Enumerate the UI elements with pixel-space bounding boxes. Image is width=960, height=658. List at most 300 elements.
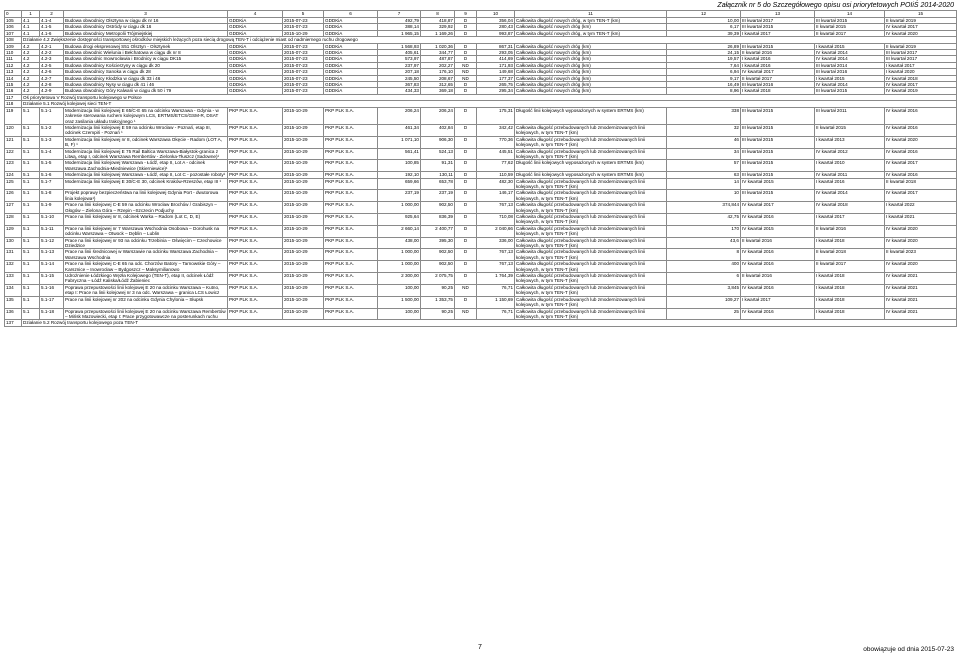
- project-title-cell: Modernizacja linii kolejowej E 59 na odcinku Wrocław - Poznań, etap III, odcinek Czempiń - Poznań ¹: [64, 124, 228, 136]
- indicator-name-cell: Całkowita długość przebudowanych lub zmodernizowanych linii kolejowych, w tym TEN-T (km): [515, 190, 667, 202]
- start-date-cell: I kwartał 2018: [815, 284, 885, 296]
- eu-funding-cell: 177,37: [477, 75, 515, 81]
- total-cost-cell: 388,14: [378, 24, 421, 30]
- eu-funding-cell: 767,13: [477, 249, 515, 261]
- indicator-value-cell: 10,00: [667, 18, 741, 24]
- measure-cell: 4.2: [22, 69, 40, 75]
- project-id-cell: 5.1-3: [40, 136, 64, 148]
- total-cost-cell: 2 300,00: [378, 273, 421, 285]
- eligible-cost-cell: 237,19: [421, 190, 455, 202]
- indicator-name-cell: Całkowita długość nowych dróg (km): [515, 75, 667, 81]
- indicator-name-cell: Długość linii kolejowych wyposażonych w system ERTMS (km): [515, 172, 667, 178]
- row-number-cell: 132: [5, 261, 22, 273]
- project-id-cell: 5.1-17: [40, 296, 64, 308]
- indicator-name-cell: Całkowita długość przebudowanych lub zmodernizowanych linii kolejowych, w tym TEN-T (km): [515, 124, 667, 136]
- entry-date-cell: 2015-10-29: [283, 178, 324, 190]
- eligible-cost-cell: 2 400,77: [421, 225, 455, 237]
- indicator-name-cell: Całkowita długość przebudowanych lub zmodernizowanych linii kolejowych, w tym TEN-T (km): [515, 237, 667, 249]
- entry-date-cell: 2015-10-29: [283, 202, 324, 214]
- end-date-cell: II kwartał 2023: [885, 249, 957, 261]
- entry-date-cell: 2015-10-29: [283, 273, 324, 285]
- start-date-cell: I kwartał 2018: [815, 237, 885, 249]
- end-date-cell: IV kwartał 2021: [885, 308, 957, 320]
- project-title-cell: Modernizacja linii kolejowej Warszawa - Łódź, etap II, Lot A - odcinek Warszawa Zachodnia-Miedniewice (Skierniewice)¹: [64, 160, 228, 172]
- measure-cell: 5.1: [22, 136, 40, 148]
- application-date-cell: I kwartał 2016: [741, 56, 815, 62]
- project-id-cell: 4.2-1: [40, 43, 64, 49]
- end-date-cell: IV kwartał 2017: [885, 160, 957, 172]
- eligible-cost-cell: 902,50: [421, 249, 455, 261]
- indicator-name-cell: Całkowita długość nowych dróg (km): [515, 50, 667, 56]
- project-id-cell: 5.1-16: [40, 284, 64, 296]
- measure-cell: 5.1: [22, 202, 40, 214]
- total-cost-cell: 245,50: [378, 75, 421, 81]
- eu-funding-cell: 2 040,66: [477, 225, 515, 237]
- indicator-value-cell: 8: [667, 249, 741, 261]
- total-cost-cell: 367,83: [378, 82, 421, 88]
- project-title-cell: Modernizacja linii kolejowej nr 8, odcinek Warszawa Okęcie - Radom (LOT A, B, F) ¹: [64, 136, 228, 148]
- state-aid-cell: D: [455, 24, 477, 30]
- total-cost-cell: 192,10: [378, 172, 421, 178]
- project-id-cell: 5.1-9: [40, 202, 64, 214]
- end-date-cell: IV kwartał 2016: [885, 148, 957, 160]
- table-row: [5, 178, 957, 190]
- indicator-name-cell: Całkowita długość przebudowanych lub zmodernizowanych linii kolejowych, w tym TEN-T (km): [515, 136, 667, 148]
- project-title-cell: Budowa obwodnicy Kościerzyny w ciągu dk 20: [64, 62, 228, 68]
- state-aid-cell: D: [455, 82, 477, 88]
- table-row: [5, 261, 957, 273]
- indicator-value-cell: 57: [667, 160, 741, 172]
- eligible-cost-cell: 836,39: [421, 214, 455, 226]
- beneficiary-cell: PKP PLK S.A.: [228, 249, 283, 261]
- indicator-value-cell: 32: [667, 124, 741, 136]
- indicator-name-cell: Całkowita długość przebudowanych lub zmodernizowanych linii kolejowych, w tym TEN-T (km): [515, 202, 667, 214]
- beneficiary-cell: PKP PLK S.A.: [228, 225, 283, 237]
- eu-funding-cell: 280,43: [477, 24, 515, 30]
- table-row: [5, 284, 957, 296]
- institution-cell: GDDKiA: [324, 24, 378, 30]
- table-row: [5, 148, 957, 160]
- eu-funding-cell: 1 764,39: [477, 273, 515, 285]
- indicator-name-cell: Całkowita długość przebudowanych lub zmodernizowanych linii kolejowych, w tym TEN-T (km): [515, 225, 667, 237]
- start-date-cell: I kwartał 2017: [815, 214, 885, 226]
- column-number-3: 3: [64, 11, 228, 18]
- application-date-cell: II kwartał 2016: [741, 237, 815, 249]
- table-body: [5, 11, 957, 327]
- entry-date-cell: 2015-07-23: [283, 18, 324, 24]
- row-number-cell: 128: [5, 214, 22, 226]
- project-id-cell: 5.1-15: [40, 273, 64, 285]
- indicator-value-cell: 7,64: [667, 62, 741, 68]
- project-title-cell: Budowa drogi ekspresowej S51 Olsztyn - Olsztynek: [64, 43, 228, 49]
- measure-cell: 5.1: [22, 273, 40, 285]
- project-title-cell: Modernizacja linii kolejowej E 65/C-E 65 na odcinku Warszawa - Gdynia - w zakresie sterowania ruchem kolejowym LCS, ERTMS/ETCS/GSM-R, DSAT oraz zasilania układu trakcyjnego ¹: [64, 107, 228, 124]
- end-date-cell: III kwartał 2017: [885, 50, 957, 56]
- application-date-cell: I kwartał 2017: [741, 296, 815, 308]
- project-id-cell: 5.1-14: [40, 261, 64, 273]
- institution-cell: PKP PLK S.A.: [324, 237, 378, 249]
- row-number-cell: 122: [5, 148, 22, 160]
- application-date-cell: III kwartał 2015: [741, 24, 815, 30]
- eligible-cost-cell: 906,30: [421, 136, 455, 148]
- beneficiary-cell: PKP PLK S.A.: [228, 124, 283, 136]
- project-title-cell: Poprawa przepustowości linii kolejowej E 20 na odcinku Warszawa – Kutno, etap I: Prace na linii kolejowej nr 3 na odc. Warszawa – granica LCS Łowicz: [64, 284, 228, 296]
- start-date-cell: II kwartał 2017: [815, 261, 885, 273]
- indicator-value-cell: 400: [667, 261, 741, 273]
- indicator-value-cell: 24,15: [667, 50, 741, 56]
- application-date-cell: III kwartał 2016: [741, 82, 815, 88]
- start-date-cell: I kwartał 2018: [815, 308, 885, 320]
- row-number-cell: 125: [5, 178, 22, 190]
- start-date-cell: I kwartał 2013: [815, 136, 885, 148]
- project-id-cell: 4.1-4: [40, 18, 64, 24]
- total-cost-cell: 659,66: [378, 178, 421, 190]
- row-number-cell: 129: [5, 225, 22, 237]
- indicator-value-cell: 6: [667, 273, 741, 285]
- institution-cell: GDDKiA: [324, 88, 378, 94]
- eu-funding-cell: 1 150,69: [477, 296, 515, 308]
- total-cost-cell: 237,97: [378, 62, 421, 68]
- project-title-cell: Budowa obwodnicy Metropolii Trójmiejskiej: [64, 30, 228, 36]
- institution-cell: GDDKiA: [324, 62, 378, 68]
- row-number-cell: 119: [5, 107, 22, 124]
- beneficiary-cell: GDDKiA: [228, 69, 283, 75]
- start-date-cell: IV kwartał 2011: [815, 172, 885, 178]
- project-id-cell: 5.1-8: [40, 190, 64, 202]
- indicator-value-cell: 6,17: [667, 24, 741, 30]
- row-number: 117: [5, 94, 22, 100]
- measure-cell: 4.2: [22, 43, 40, 49]
- eu-funding-cell: 146,17: [477, 190, 515, 202]
- measure-cell: 4.2: [22, 75, 40, 81]
- application-date-cell: I kwartał 2017: [741, 30, 815, 36]
- application-date-cell: III kwartał 2015: [741, 172, 815, 178]
- table-row: [5, 124, 957, 136]
- beneficiary-cell: GDDKiA: [228, 50, 283, 56]
- project-id-cell: 4.2-9: [40, 88, 64, 94]
- indicator-value-cell: 6,94: [667, 69, 741, 75]
- application-date-cell: III kwartał 2015: [741, 124, 815, 136]
- row-number-cell: 134: [5, 284, 22, 296]
- column-number-row: [5, 11, 957, 18]
- beneficiary-cell: PKP PLK S.A.: [228, 178, 283, 190]
- eu-funding-cell: 770,36: [477, 136, 515, 148]
- entry-date-cell: 2015-10-29: [283, 30, 324, 36]
- eligible-cost-cell: 402,84: [421, 124, 455, 136]
- start-date-cell: I kwartał 2016: [815, 178, 885, 190]
- application-date-cell: IV kwartał 2017: [741, 69, 815, 75]
- row-number: 137: [5, 320, 22, 326]
- end-date-cell: IV kwartał 2017: [885, 82, 957, 88]
- institution-cell: GDDKiA: [324, 56, 378, 62]
- project-title-cell: Budowa obwodnicy Olsztyna w ciągu dk nr 16: [64, 18, 228, 24]
- column-number-6: 6: [324, 11, 378, 18]
- application-date-cell: IV kwartał 2016: [741, 249, 815, 261]
- table-row: [5, 296, 957, 308]
- indicator-name-cell: Całkowita długość nowych dróg (km): [515, 62, 667, 68]
- start-date-cell: I kwartał 2018: [815, 296, 885, 308]
- indicator-value-cell: 16,49: [667, 82, 741, 88]
- entry-date-cell: 2015-10-29: [283, 296, 324, 308]
- indicator-name-cell: Całkowita długość nowych dróg, w tym TEN-T (km): [515, 18, 667, 24]
- eligible-cost-cell: 91,31: [421, 160, 455, 172]
- institution-cell: PKP PLK S.A.: [324, 214, 378, 226]
- beneficiary-cell: GDDKiA: [228, 56, 283, 62]
- measure-cell: 4.1: [22, 30, 40, 36]
- eligible-cost-cell: 524,13: [421, 148, 455, 160]
- column-number-7: 7: [378, 11, 421, 18]
- end-date-cell: IV kwartał 2020: [885, 225, 957, 237]
- indicator-name-cell: Długość linii kolejowych wyposażonych w system ERTMS (km): [515, 107, 667, 124]
- entry-date-cell: 2015-07-23: [283, 88, 324, 94]
- eligible-cost-cell: 902,50: [421, 202, 455, 214]
- indicator-value-cell: 34: [667, 148, 741, 160]
- project-list-table: [4, 10, 957, 327]
- project-id-cell: 5.1-10: [40, 214, 64, 226]
- measure-cell: 5.1: [22, 107, 40, 124]
- entry-date-cell: 2015-10-29: [283, 261, 324, 273]
- institution-cell: PKP PLK S.A.: [324, 308, 378, 320]
- indicator-name-cell: Całkowita długość przebudowanych lub zmodernizowanych linii kolejowych, w tym TEN-T (km): [515, 284, 667, 296]
- entry-date-cell: 2015-10-29: [283, 107, 324, 124]
- application-date-cell: III kwartał 2015: [741, 107, 815, 124]
- beneficiary-cell: GDDKiA: [228, 88, 283, 94]
- eu-funding-cell: 767,13: [477, 261, 515, 273]
- project-id-cell: 5.1-1: [40, 107, 64, 124]
- measure-cell: 4.2: [22, 50, 40, 56]
- application-date-cell: IV kwartał 2016: [741, 261, 815, 273]
- project-title-cell: Budowa obwodnicy Ostródy w ciągu dk 16: [64, 24, 228, 30]
- footer-effective-date: obowiązuje od dnia 2015-07-23: [863, 646, 954, 653]
- page-number: 7: [478, 644, 482, 651]
- indicator-value-cell: 374,844: [667, 202, 741, 214]
- start-date-cell: I kwartał 2015: [815, 75, 885, 81]
- eligible-cost-cell: 1 020,36: [421, 43, 455, 49]
- table-row: [5, 308, 957, 320]
- beneficiary-cell: GDDKiA: [228, 82, 283, 88]
- state-aid-cell: ND: [455, 75, 477, 81]
- row-number-cell: 136: [5, 308, 22, 320]
- project-title-cell: Prace na linii średnicowej w Warszawie na odcinku Warszawa Zachodnia – Warszawa Wschodnia: [64, 249, 228, 261]
- beneficiary-cell: PKP PLK S.A.: [228, 148, 283, 160]
- project-title-cell: Projekt poprawy bezpieczeństwa na linii kolejowej Gdynia Port - dwutorowa linia kolejowa¹): [64, 190, 228, 202]
- eligible-cost-cell: 1 169,26: [421, 30, 455, 36]
- table-row: [5, 214, 957, 226]
- end-date-cell: IV kwartał 2016: [885, 107, 957, 124]
- project-id-cell: 4.2-5: [40, 62, 64, 68]
- row-number-cell: 121: [5, 136, 22, 148]
- state-aid-cell: D: [455, 56, 477, 62]
- end-date-cell: IV kwartał 2020: [885, 237, 957, 249]
- institution-cell: PKP PLK S.A.: [324, 284, 378, 296]
- state-aid-cell: D: [455, 124, 477, 136]
- indicator-value-cell: 10: [667, 190, 741, 202]
- application-date-cell: III kwartał 2015: [741, 136, 815, 148]
- project-title-cell: Prace na linii kolejowej nr 8, odcinek Warka – Radom (Lot C, D, E): [64, 214, 228, 226]
- row-number-cell: 123: [5, 160, 22, 172]
- entry-date-cell: 2015-10-29: [283, 172, 324, 178]
- application-date-cell: IV kwartał 2016: [741, 214, 815, 226]
- institution-cell: GDDKiA: [324, 18, 378, 24]
- eligible-cost-cell: 653,78: [421, 178, 455, 190]
- indicator-value-cell: 25: [667, 308, 741, 320]
- section-title: Działanie 4.2 Zwiększenie dostępności transportowej ośrodków miejskich leżących poza siecią drogową TEN-T i odciążenie miast od nadmiernego ruchu drogowego: [22, 37, 957, 43]
- end-date-cell: III kwartał 2017: [885, 56, 957, 62]
- start-date-cell: IV kwartał 2014: [815, 190, 885, 202]
- row-number-cell: 133: [5, 273, 22, 285]
- eu-funding-cell: 993,87: [477, 30, 515, 36]
- institution-cell: PKP PLK S.A.: [324, 273, 378, 285]
- state-aid-cell: D: [455, 214, 477, 226]
- row-number-cell: 116: [5, 88, 22, 94]
- beneficiary-cell: GDDKiA: [228, 24, 283, 30]
- institution-cell: GDDKiA: [324, 30, 378, 36]
- entry-date-cell: 2015-07-23: [283, 75, 324, 81]
- measure-cell: 5.1: [22, 124, 40, 136]
- indicator-name-cell: Całkowita długość nowych dróg (km): [515, 82, 667, 88]
- project-title-cell: Modernizacja linii kolejowej E 75 Rail Baltica Warszawa-Białystok-granica z Litwą, etap I, odcinek Warszawa Rembertów - Zielonka-Tłuszcz (Sadowne)¹: [64, 148, 228, 160]
- entry-date-cell: 2015-10-29: [283, 225, 324, 237]
- project-title-cell: Poprawa przepustowości linii kolejowej E 20 na odcinku Warszawa Rembertów – Mińsk Mazowiecki, etap I: Prace przygotowawcze na posterunkach ruchu: [65, 308, 226, 319]
- project-title-cell: Budowa obwodnic Wielunia i Bełchatowa w ciągu dk nr 8: [64, 50, 228, 56]
- indicator-value-cell: 170: [667, 225, 741, 237]
- indicator-name-cell: Całkowita długość przebudowanych lub zmodernizowanych linii kolejowych, w tym TEN-T (km): [515, 148, 667, 160]
- start-date-cell: II kwartał 2017: [815, 30, 885, 36]
- row-number-cell: 113: [5, 69, 22, 75]
- institution-cell: PKP PLK S.A.: [324, 124, 378, 136]
- indicator-value-cell: 39,39: [667, 30, 741, 36]
- beneficiary-cell: GDDKiA: [228, 75, 283, 81]
- beneficiary-cell: PKP PLK S.A.: [228, 202, 283, 214]
- institution-cell: PKP PLK S.A.: [324, 202, 378, 214]
- institution-cell: PKP PLK S.A.: [324, 249, 378, 261]
- end-date-cell: IV kwartał 2016: [885, 172, 957, 178]
- start-date-cell: I kwartał 2010: [815, 160, 885, 172]
- state-aid-cell: ND: [455, 69, 477, 75]
- project-title-cell: Budowa obwodnicy Kłodzka w ciągu dk 33 i 46: [64, 75, 228, 81]
- end-date-cell: II kwartał 2019: [885, 18, 957, 24]
- column-number-15: 15: [885, 11, 957, 18]
- total-cost-cell: 100,00: [378, 284, 421, 296]
- beneficiary-cell: PKP PLK S.A.: [228, 136, 283, 148]
- total-cost-cell: 1 000,00: [378, 249, 421, 261]
- entry-date-cell: 2015-10-29: [283, 148, 324, 160]
- state-aid-cell: ND: [455, 308, 477, 320]
- total-cost-cell: 2 660,14: [378, 225, 421, 237]
- table-row: [5, 107, 957, 124]
- section-header-row: [5, 320, 957, 326]
- institution-cell: PKP PLK S.A.: [324, 261, 378, 273]
- indicator-value-cell: 43,6: [667, 237, 741, 249]
- beneficiary-cell: PKP PLK S.A.: [228, 190, 283, 202]
- eu-funding-cell: 110,59: [477, 172, 515, 178]
- project-title-cell: Udrożnienie Łódzkiego Węzła Kolejowego (TEN-T), etap II, odcinek Łódź Fabryczna – Łódź Kaliska/Łódź Żabieniec: [64, 273, 228, 285]
- beneficiary-cell: PKP PLK S.A.: [228, 160, 283, 172]
- start-date-cell: I kwartał 2015: [815, 43, 885, 49]
- project-table-sheet: [4, 10, 956, 327]
- beneficiary-cell: GDDKiA: [228, 62, 283, 68]
- column-number-5: 5: [283, 11, 324, 18]
- project-title-cell: Budowa obwodnicy Góry Kalwarii w ciągu dk 50 i 79: [64, 88, 228, 94]
- total-cost-cell: 561,41: [378, 148, 421, 160]
- eligible-cost-cell: 90,25: [421, 284, 455, 296]
- beneficiary-cell: PKP PLK S.A.: [228, 284, 283, 296]
- column-number-11: 11: [515, 11, 667, 18]
- row-number-cell: 109: [5, 43, 22, 49]
- institution-cell: PKP PLK S.A.: [324, 225, 378, 237]
- entry-date-cell: 2015-07-23: [283, 69, 324, 75]
- eligible-cost-cell: 418,87: [421, 18, 455, 24]
- total-cost-cell: 405,61: [378, 50, 421, 56]
- row-number-cell: 135: [5, 296, 22, 308]
- eligible-cost-cell: 312,65: [421, 82, 455, 88]
- state-aid-cell: D: [455, 190, 477, 202]
- application-date-cell: II kwartał 2016: [741, 50, 815, 56]
- beneficiary-cell: PKP PLK S.A.: [228, 308, 283, 320]
- institution-cell: PKP PLK S.A.: [324, 296, 378, 308]
- row-number-cell: 105: [5, 18, 22, 24]
- start-date-cell: IV kwartał 2012: [815, 148, 885, 160]
- institution-cell: PKP PLK S.A.: [324, 136, 378, 148]
- entry-date-cell: 2015-10-29: [283, 237, 324, 249]
- institution-cell: GDDKiA: [324, 75, 378, 81]
- beneficiary-cell: PKP PLK S.A.: [228, 214, 283, 226]
- application-date-cell: III kwartał 2017: [741, 18, 815, 24]
- measure-cell: 4.1: [22, 18, 40, 24]
- institution-cell: PKP PLK S.A.: [324, 160, 378, 172]
- table-row: [5, 202, 957, 214]
- institution-cell: PKP PLK S.A.: [324, 148, 378, 160]
- total-cost-cell: 573,97: [378, 56, 421, 62]
- entry-date-cell: 2015-10-29: [283, 190, 324, 202]
- beneficiary-cell: PKP PLK S.A.: [228, 172, 283, 178]
- start-date-cell: IV kwartał 2014: [815, 50, 885, 56]
- table-row: [5, 225, 957, 237]
- end-date-cell: IV kwartał 2019: [885, 88, 957, 94]
- entry-date-cell: 2015-10-29: [283, 214, 324, 226]
- entry-date-cell: 2015-07-23: [283, 24, 324, 30]
- indicator-name-cell: Całkowita długość przebudowanych lub zmodernizowanych linii kolejowych, w tym TEN-T (km): [515, 249, 667, 261]
- measure-cell: 4.2: [22, 88, 40, 94]
- indicator-value-cell: 26,89: [667, 43, 741, 49]
- project-id-cell: 5.1-13: [40, 249, 64, 261]
- institution-cell: PKP PLK S.A.: [324, 178, 378, 190]
- indicator-name-cell: Całkowita długość nowych dróg (km): [515, 69, 667, 75]
- eligible-cost-cell: 902,50: [421, 261, 455, 273]
- indicator-value-cell: 3,845: [667, 284, 741, 296]
- end-date-cell: IV kwartał 2021: [885, 273, 957, 285]
- indicator-value-cell: 19,57: [667, 56, 741, 62]
- eligible-cost-cell: 344,77: [421, 50, 455, 56]
- column-number-1: 1: [22, 11, 40, 18]
- eligible-cost-cell: 369,18: [421, 88, 455, 94]
- eligible-cost-cell: 487,87: [421, 56, 455, 62]
- institution-cell: GDDKiA: [324, 82, 378, 88]
- eu-funding-cell: 77,62: [477, 160, 515, 172]
- measure-cell: 5.1: [22, 284, 40, 296]
- eu-funding-cell: 710,08: [477, 214, 515, 226]
- measure-cell: 4.2: [22, 82, 40, 88]
- project-id-cell: 4.1-5: [40, 24, 64, 30]
- table-row: [5, 249, 957, 261]
- end-date-cell: IV kwartał 2018: [885, 75, 957, 81]
- start-date-cell: II kwartał 2015: [815, 124, 885, 136]
- state-aid-cell: D: [455, 107, 477, 124]
- beneficiary-cell: PKP PLK S.A.: [228, 296, 283, 308]
- state-aid-cell: D: [455, 225, 477, 237]
- eu-funding-cell: 867,31: [477, 43, 515, 49]
- application-date-cell: III kwartał 2015: [741, 190, 815, 202]
